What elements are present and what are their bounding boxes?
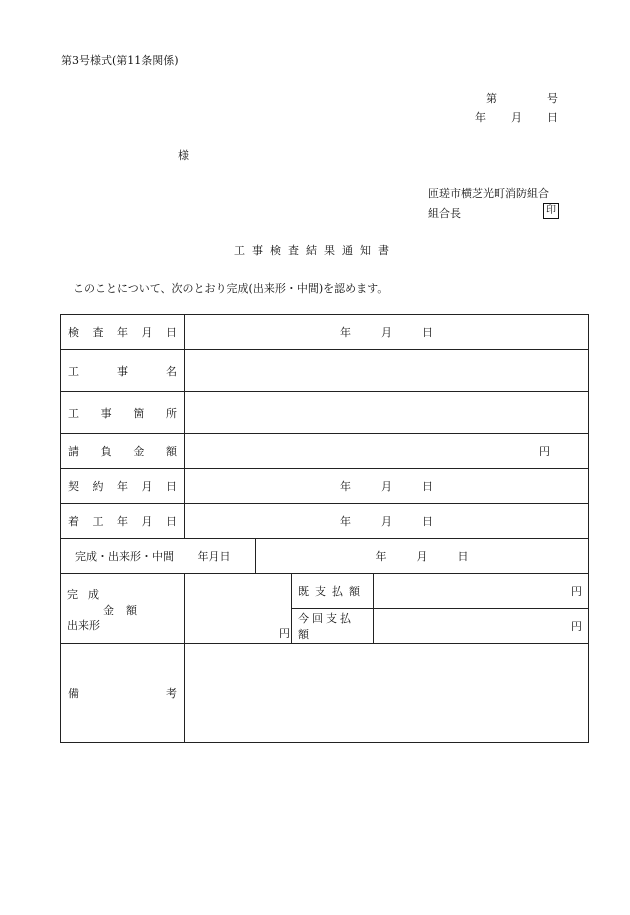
this-payment-label: 今回支払額 <box>292 609 374 644</box>
row-amount-paid <box>61 574 589 609</box>
completion-amount-label: 完成 金額 出来形 <box>61 574 185 644</box>
row-remarks <box>61 644 589 743</box>
issue-date-day: 日 <box>547 111 558 124</box>
inspection-date-value[interactable]: 年 月 日 <box>185 315 589 350</box>
work-site-value[interactable] <box>185 392 589 434</box>
contract-date-value[interactable]: 年 月 日 <box>185 469 589 504</box>
paid-amount-label: 既支払額 <box>292 574 374 609</box>
row-work-name <box>61 350 589 392</box>
contract-date-label: 契 約 年 月 日 <box>61 469 185 504</box>
this-payment-value[interactable] <box>374 609 589 644</box>
contract-amount-yen: 円 <box>539 445 550 458</box>
inspection-table <box>60 314 589 743</box>
remarks-label: 備 考 <box>61 644 185 743</box>
completion-amount-yen: 円 <box>279 627 290 640</box>
issue-date-month: 月 <box>511 111 522 124</box>
intro-text: このことについて、次のとおり完成(出来形・中間)を認めます。 <box>73 282 389 295</box>
work-site-label: 工 事 箇 所 <box>61 392 185 434</box>
contract-amount-value[interactable] <box>185 434 589 469</box>
start-date-label: 着 工 年 月 日 <box>61 504 185 539</box>
issue-date-year: 年 <box>475 111 486 124</box>
contract-amount-label: 請 負 金 額 <box>61 434 185 469</box>
completion-amount-value[interactable] <box>185 574 292 644</box>
this-payment-yen: 円 <box>571 620 582 633</box>
row-inspection-date <box>61 315 589 350</box>
work-name-value[interactable] <box>185 350 589 392</box>
row-contract-date <box>61 469 589 504</box>
issuer-title: 組合長 <box>428 207 461 220</box>
remarks-value[interactable] <box>185 644 589 743</box>
form-number: 第3号様式(第11条関係) <box>61 54 179 67</box>
inspection-date-label: 検 査 年 月 日 <box>61 315 185 350</box>
row-work-site <box>61 392 589 434</box>
addressee-suffix: 様 <box>178 149 189 162</box>
issuer-organization: 匝瑳市横芝光町消防組合 <box>428 187 549 200</box>
completion-date-label: 完成・出来形・中間 年月日 <box>61 539 256 574</box>
paid-amount-value[interactable] <box>374 574 589 609</box>
document-number-suffix: 号 <box>547 92 558 105</box>
row-start-date <box>61 504 589 539</box>
work-name-label: 工 事 名 <box>61 350 185 392</box>
completion-date-value[interactable]: 年 月 日 <box>256 539 589 574</box>
paid-amount-yen: 円 <box>571 585 582 598</box>
document-number-prefix: 第 <box>486 92 497 105</box>
row-contract-amount <box>61 434 589 469</box>
seal-mark: 印 <box>543 203 559 219</box>
row-completion-date <box>61 539 589 574</box>
document-title: 工事検査結果通知書 <box>234 244 396 257</box>
start-date-value[interactable]: 年 月 日 <box>185 504 589 539</box>
